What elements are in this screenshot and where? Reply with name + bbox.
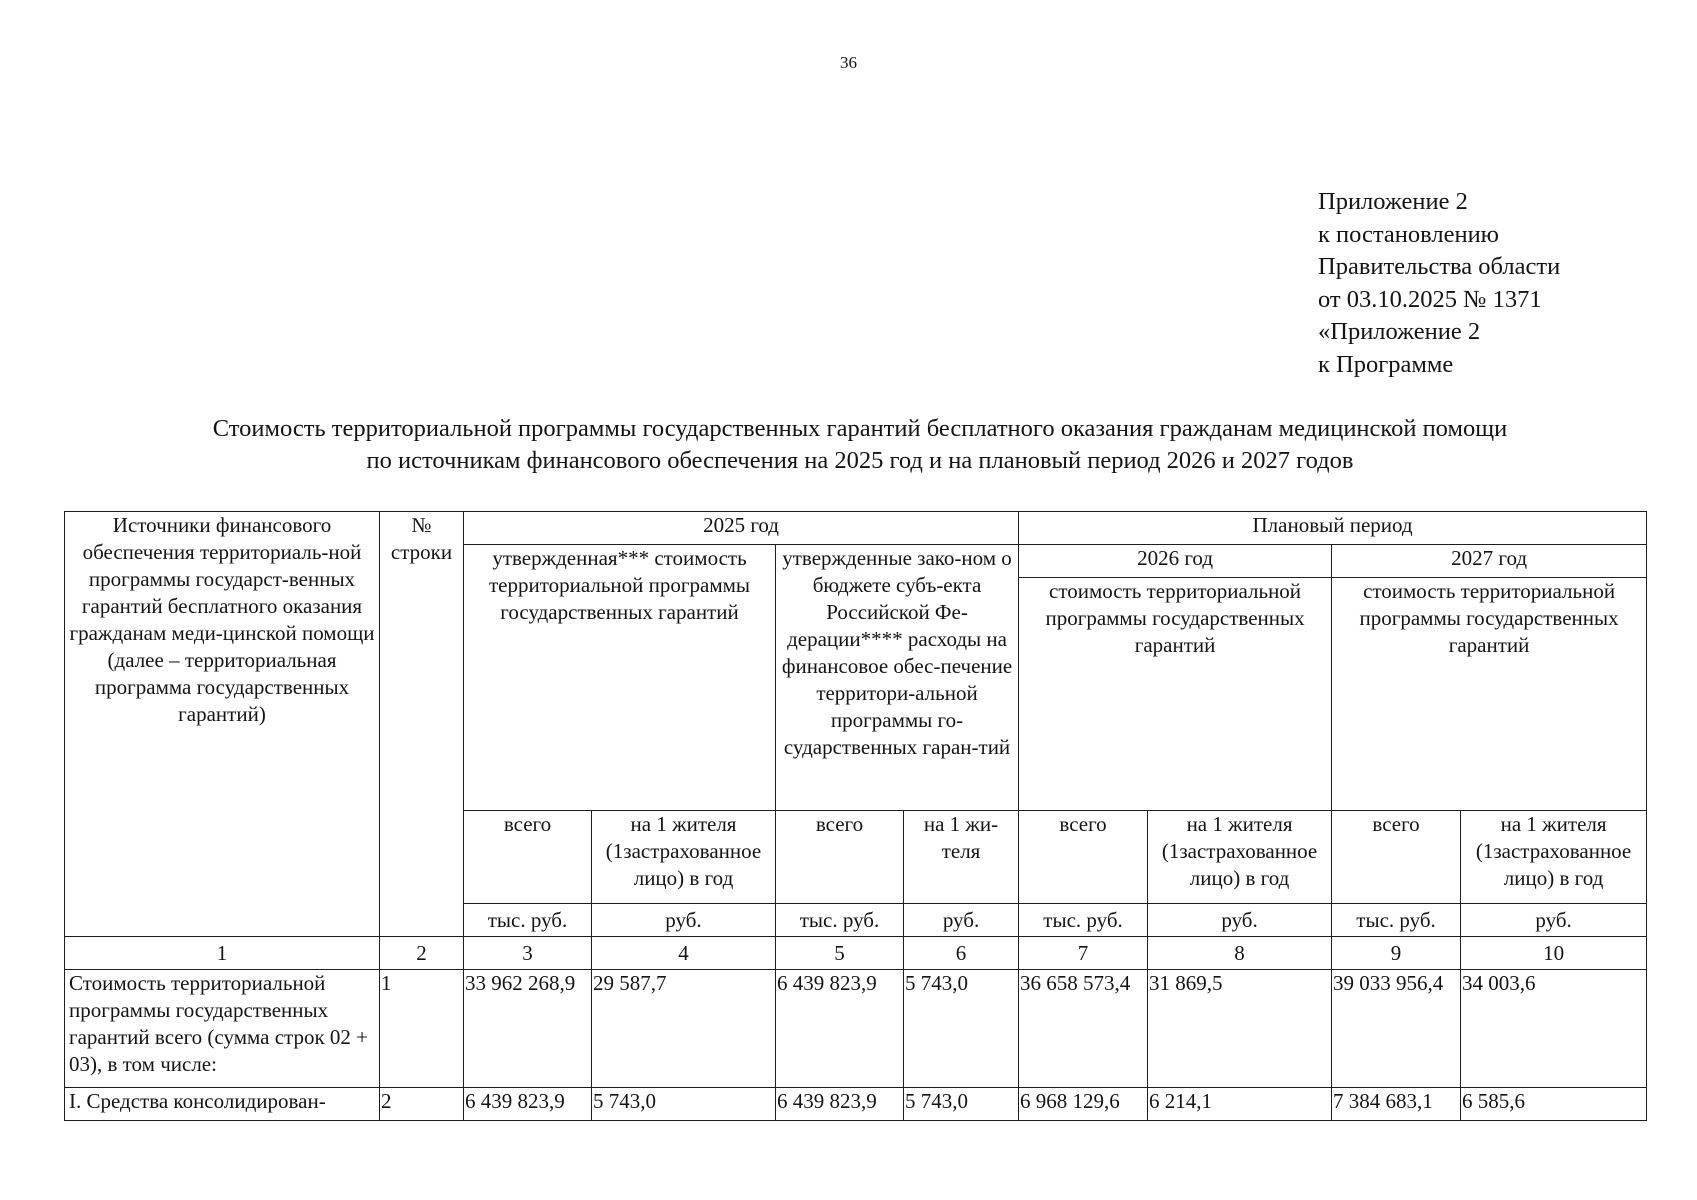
column-number: 5 (776, 937, 904, 970)
header-cost-2027: стоимость территориальной программы государственных гарантий (1332, 578, 1647, 811)
unit-thousand-rub: тыс. руб. (776, 904, 904, 937)
document-title (60, 413, 1660, 477)
column-number: 3 (464, 937, 592, 970)
row-number: 2 (380, 1088, 464, 1121)
unit-rub: руб. (1148, 904, 1332, 937)
header-planning-period: Плановый период (1019, 512, 1647, 545)
header-per-resident: на 1 жи-теля (904, 811, 1019, 904)
cost-table (64, 511, 1647, 1121)
value-cell: 6 439 823,9 (776, 1088, 904, 1121)
appendix-line: Приложение 2 (1318, 188, 1468, 215)
column-number: 9 (1332, 937, 1461, 970)
unit-rub: руб. (1461, 904, 1647, 937)
value-cell: 36 658 573,4 (1019, 970, 1148, 1088)
header-year-2026: 2026 год (1019, 545, 1332, 578)
header-per-insured: на 1 жителя (1застрахованное лицо) в год (1148, 811, 1332, 904)
value-cell: 5 743,0 (904, 1088, 1019, 1121)
header-year-2027: 2027 год (1332, 545, 1647, 578)
value-cell: 5 743,0 (904, 970, 1019, 1088)
header-budget-law: утвержденные зако-ном о бюджете субъ-екта Российской Фе-дерации**** расходы на финансовое обес-печение территори-альной программы го-сударственных гаран-тий (776, 545, 1019, 811)
header-total: всего (464, 811, 592, 904)
header-per-insured: на 1 жителя (1застрахованное лицо) в год (1461, 811, 1647, 904)
header-total: всего (1332, 811, 1461, 904)
page-number: 36 (840, 53, 857, 72)
header-approved-cost: утвержденная*** стоимость территориальной программы государственных гарантий (464, 545, 776, 811)
column-number: 6 (904, 937, 1019, 970)
header-cost-2026: стоимость территориальной программы государственных гарантий (1019, 578, 1332, 811)
column-number: 7 (1019, 937, 1148, 970)
value-cell: 6 585,6 (1461, 1088, 1647, 1121)
value-cell: 6 439 823,9 (776, 970, 904, 1088)
value-cell: 6 214,1 (1148, 1088, 1332, 1121)
appendix-line: к постановлению (1318, 220, 1499, 248)
row-label: I. Средства консолидирован- (65, 1088, 380, 1121)
appendix-line: от 03.10.2025 № 1371 (1318, 285, 1542, 313)
appendix-line: Правительства области (1318, 253, 1561, 280)
appendix-line: «Приложение 2 (1318, 318, 1481, 345)
column-number: 4 (592, 937, 776, 970)
header-year-2025: 2025 год (464, 512, 1019, 545)
value-cell: 33 962 268,9 (464, 970, 592, 1088)
header-total: всего (1019, 811, 1148, 904)
column-number: 2 (380, 937, 464, 970)
header-sources: Источники финансового обеспечения территориаль-ной программы государст-венных гарантий бесплатного оказания гражданам меди-цинской помощи (далее – территориальная программа государственных гарантий) (65, 512, 380, 937)
value-cell: 31 869,5 (1148, 970, 1332, 1088)
header-row-no: № строки (380, 512, 464, 937)
value-cell: 39 033 956,4 (1332, 970, 1461, 1088)
appendix-block (1318, 186, 1560, 381)
value-cell: 5 743,0 (592, 1088, 776, 1121)
table-row (65, 970, 1647, 1088)
title-line-2: по источникам финансового обеспечения на 2025 год и на плановый период 2026 и 2027 годов (366, 447, 1354, 474)
value-cell: 6 968 129,6 (1019, 1088, 1148, 1121)
row-label: Стоимость территориальной программы государственных гарантий всего (сумма строк 02 + 03), в том числе: (65, 970, 380, 1088)
unit-thousand-rub: тыс. руб. (1019, 904, 1148, 937)
header-total: всего (776, 811, 904, 904)
title-line-1: Стоимость территориальной программы государственных гарантий бесплатного оказания гражданам медицинской помощи (212, 415, 1508, 442)
value-cell: 6 439 823,9 (464, 1088, 592, 1121)
table-row (65, 1088, 1647, 1121)
value-cell: 29 587,7 (592, 970, 776, 1088)
value-cell: 7 384 683,1 (1332, 1088, 1461, 1121)
appendix-line: к Программе (1318, 350, 1454, 378)
row-number: 1 (380, 970, 464, 1088)
header-per-insured: на 1 жителя (1застрахованное лицо) в год (592, 811, 776, 904)
column-number: 8 (1148, 937, 1332, 970)
column-number: 1 (65, 937, 380, 970)
column-number-row (65, 937, 1647, 970)
unit-rub: руб. (904, 904, 1019, 937)
unit-thousand-rub: тыс. руб. (1332, 904, 1461, 937)
unit-thousand-rub: тыс. руб. (464, 904, 592, 937)
column-number: 10 (1461, 937, 1647, 970)
unit-rub: руб. (592, 904, 776, 937)
value-cell: 34 003,6 (1461, 970, 1647, 1088)
